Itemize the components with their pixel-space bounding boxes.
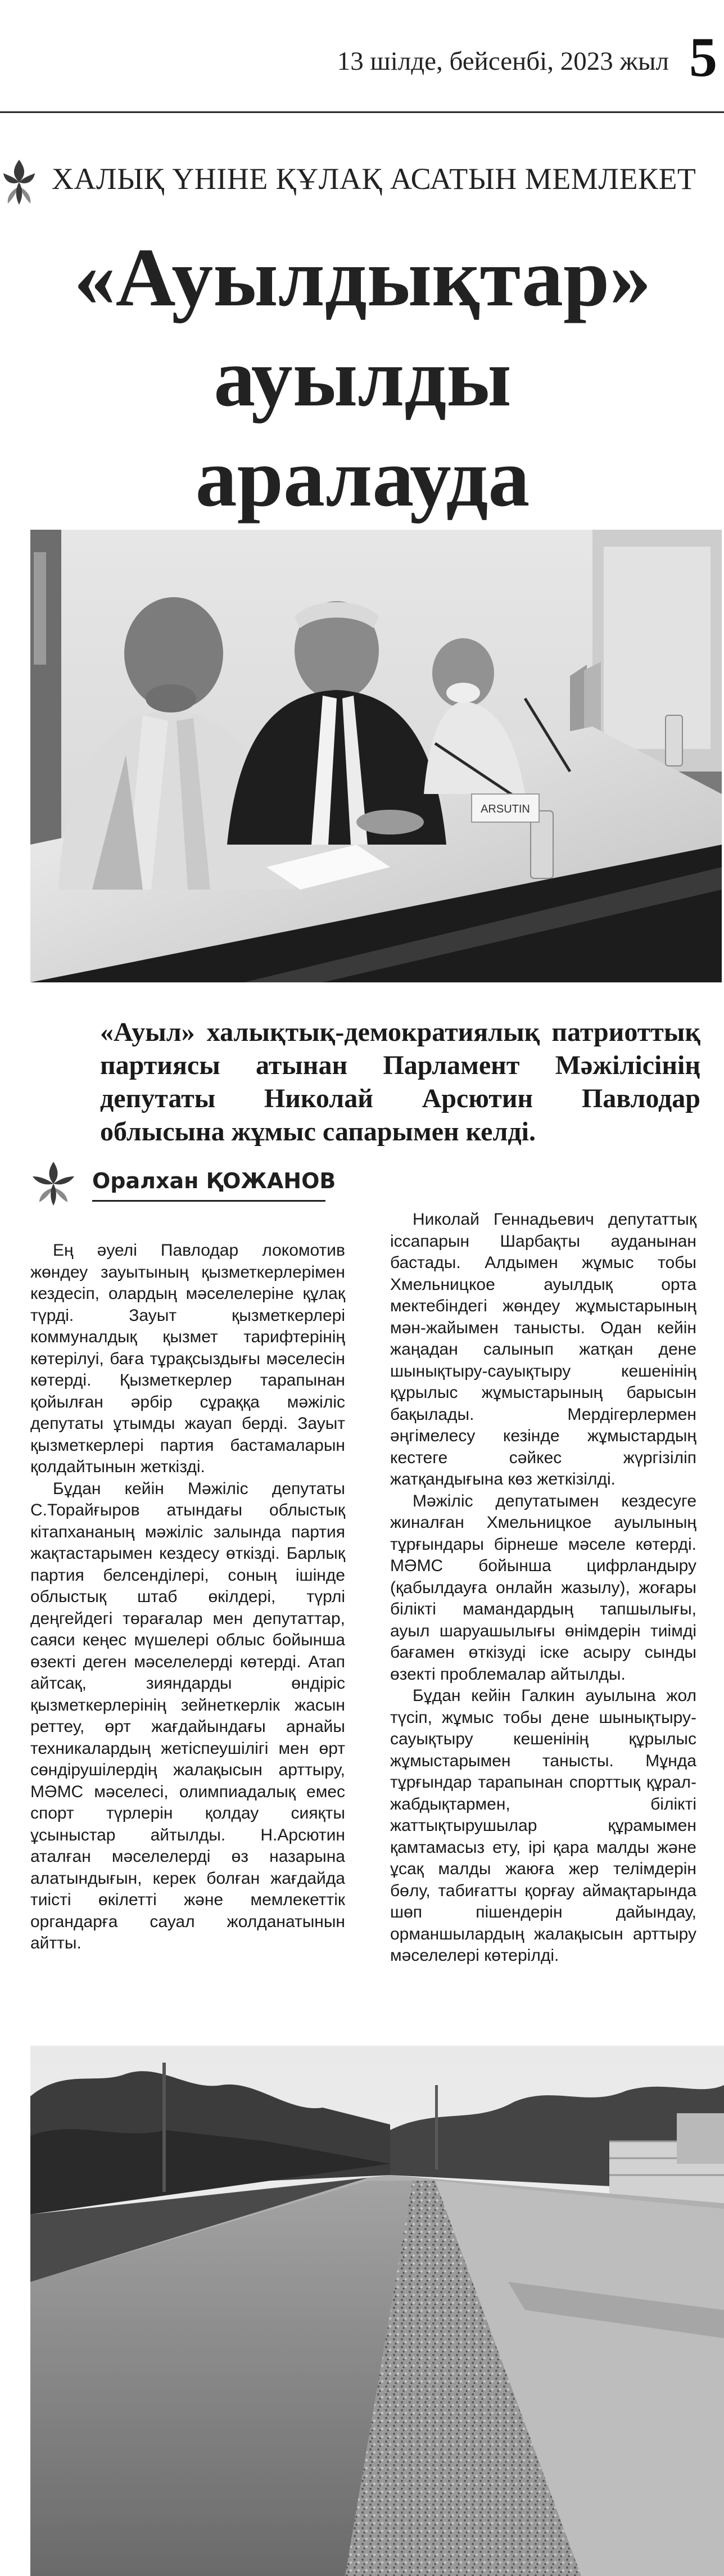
- headline-line-2: ауылды: [214, 332, 512, 424]
- headline-line-1: «Ауылдықтар»: [74, 232, 651, 324]
- lead-paragraph: «Ауыл» халықтық-демократиялық патриоттық партиясы атынан Парламент Мәжілісінің депутаты Николай Арсютин Павлодар облысына жұмыс сапарымен келді.: [100, 1017, 700, 1147]
- section-rubric: ХАЛЫҚ ҮНІНЕ ҚҰЛАҚ АСАТЫН МЕМЛЕКЕТ: [52, 162, 696, 196]
- byline-rule: [92, 1200, 325, 1202]
- article-paragraph: Бұдан кейін Галкин ауылына жол түсіп, жұмыс тобы дене шынықтыру-сауықтыру кешенінің құрылыс жұмыстарымен танысты. Мұнда тұрғындар тарапынан спорттық құрал-жабдықтармен, білікті жаттықтырушылар құрамымен қамтамасыз ету, ірі қара малды және ұсақ малды жаюға жер телімдерін бөлу, табиғатты қорғау аймақтарында шөп пішендерін дайындау, орманшылардың жалақысын арттыру мәселелері көтерілді.: [390, 1686, 696, 1965]
- header-rule: [0, 111, 724, 113]
- meeting-photo: [30, 530, 722, 982]
- author-byline: Оралхан ҚОЖАНОВ: [92, 1169, 336, 1193]
- nameplate-text: ARSUTIN: [481, 803, 530, 815]
- ornament-icon: [2, 159, 36, 206]
- headline: [34, 228, 691, 528]
- article-paragraph: Ең әуелі Павлодар локомотив жөндеу зауытының қызметкерлерімен кездесіп, олардың мәселелеріне құлақ түрді. Зауыт қызметкерлері коммуналдық қызмет тарифтерінің көтерілуі, баға тұрақсыздығы мәселесін көтерді. Қызметкерлер тарапынан қойылған әрбір сұраққа мәжіліс депутаты ұтымды жауап берді. Зауыт қызметкерлері партия бастамаларын қолдайтынын жеткізді.: [30, 1241, 345, 1476]
- page-number: 5: [689, 26, 717, 88]
- article-column-right: [390, 1209, 696, 1967]
- article-paragraph: Николай Геннадьевич депутаттық іссапарын Шарбақты ауданынан бастады. Алдымен жұмыс тобы Хмельницкое ауылдық орта мектебіндегі жөндеу жұмыстарының мән-жайымен танысты. Одан кейін жаңадан салынып жатқан дене шынықтыру-сауықтыру кешенінің құрылыс жұмыстарының барысын бақылады. Мердігерлермен әңгімелесу кезінде жұмыстардың кестеге сәйкес жүргізіліп жатқандығына көз жеткізілді.: [390, 1210, 696, 1488]
- author-ornament-icon: [30, 1160, 76, 1208]
- article-paragraph: Мәжіліс депутатымен кездесуге жиналған Хмельницкое ауылының тұрғындары бірнеше мәселе көтерді. МӘМС бойынша цифрландыру (қабылдауға онлайн жазылу), жоғары білікті мамандардың тапшылығы, ауыл шаруашылығы өнімдерін тиімді бағамен өткізуді іске асыру сынды өзекті проблемалар айтылды.: [390, 1491, 696, 1684]
- article-paragraph: Бұдан кейін Мәжіліс депутаты С.Торайғыров атындағы облыстық кітапхананың мәжіліс залында партия жақтастарымен кездесу өткізді. Барлық партия белсенділері, соның ішінде облыстық штаб өкілдері, түрлі деңгейдегі төрағалар мен депутаттар, саяси кеңес мүшелері облыс бойынша өзекті деген мәселелерді көтерді. Атап айтсақ, зияндарды өндіріс қызметкерлерінің зейнеткерлік жасын реттеу, өрт жағдайындағы арнайы техникалардың жетіспеушілігі мен өрт сөндірушілердің жалақысын арттыру, МӘМС мәселесі, олимпиадалық емес спорт түрлерін қолдау сияқты ұсыныстар айтылды. Н.Арсютин аталған мәселелерді өз назарына алатындығын, керек болған жағдайда тиісті өкілетті және мемлекеттік органдарға сауал жолданатынын айтты.: [30, 1479, 345, 1952]
- article-column-left: [30, 1240, 345, 1955]
- issue-date: 13 шілде, бейсенбі, 2023 жыл: [337, 47, 669, 76]
- headline-line-3: аралауда: [195, 432, 530, 524]
- road-photo: [30, 2046, 724, 2576]
